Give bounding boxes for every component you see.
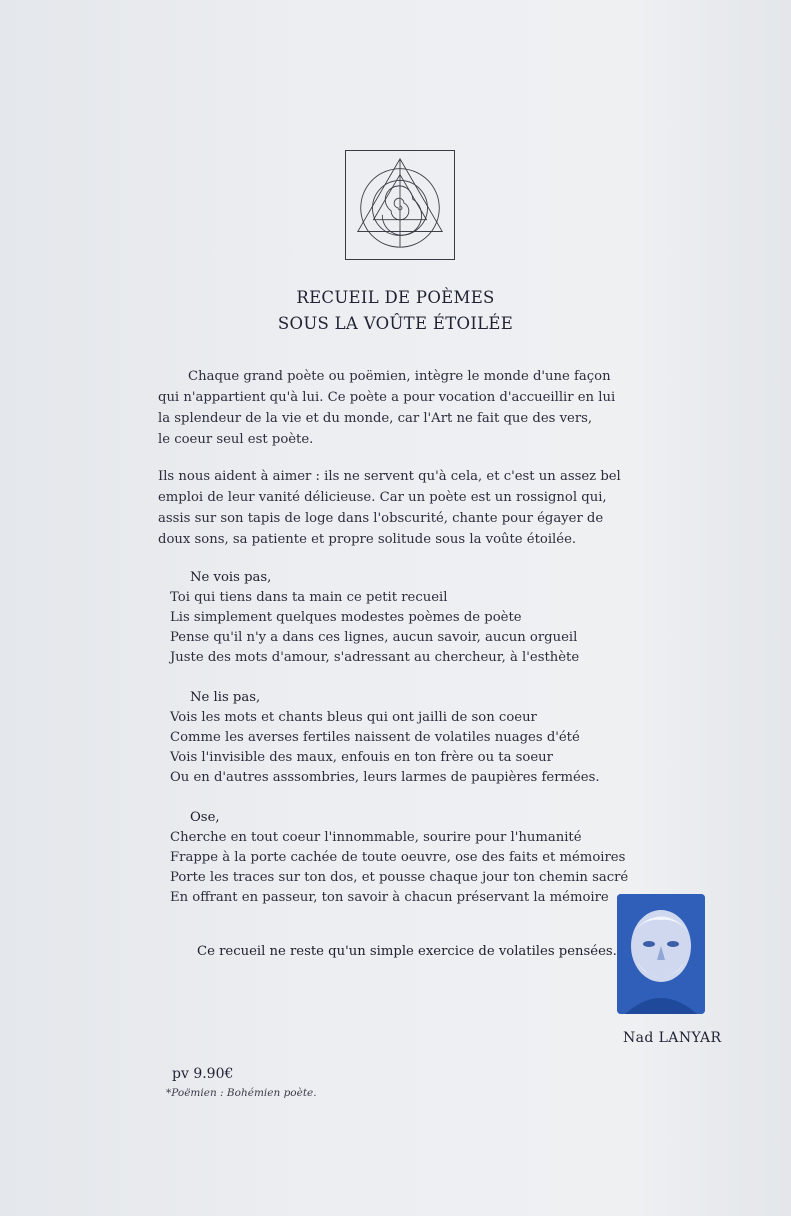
stanza-line: Lis simplement quelques modestes poèmes de poète xyxy=(170,610,522,625)
stanza-line: Ou en d'autres asssombries, leurs larmes de paupières fermées. xyxy=(170,770,600,785)
intro-line: Chaque grand poète ou poëmien, intègre le monde d'une façon xyxy=(188,369,611,384)
intro-line: qui n'appartient qu'à lui. Ce poète a pour vocation d'accueillir en lui xyxy=(158,390,616,405)
second-line: assis sur son tapis de loge dans l'obscurité, chante pour égayer de xyxy=(158,511,604,526)
stanza-line: Frappe à la porte cachée de toute oeuvre, ose des faits et mémoires xyxy=(170,850,626,865)
closing-sentence: Ce recueil ne reste qu'un simple exercice de volatiles pensées. xyxy=(197,944,617,959)
stanza-line: Porte les traces sur ton dos, et pousse chaque jour ton chemin sacré xyxy=(170,870,629,885)
second-line: doux sons, sa patiente et propre solitude sous la voûte étoilée. xyxy=(158,532,577,547)
stanza-line: Toi qui tiens dans ta main ce petit recueil xyxy=(170,590,448,605)
stanza-line: Comme les averses fertiles naissent de volatiles nuages d'été xyxy=(170,730,580,745)
stanza-heading: Ose, xyxy=(190,810,220,825)
stanza-ne-lis-pas xyxy=(170,688,620,788)
stanza-heading: Ne vois pas, xyxy=(190,570,272,585)
intro-line: la splendeur de la vie et du monde, car l'Art ne fait que des vers, xyxy=(158,411,593,426)
stanza-line: Cherche en tout coeur l'innommable, sourire pour l'humanité xyxy=(170,830,582,845)
title-line-2: SOUS LA VOÛTE ÉTOILÉE xyxy=(277,314,514,333)
price-label: pv 9.90€ xyxy=(172,1066,234,1082)
emblem-logo-icon xyxy=(345,150,455,260)
intro-paragraph xyxy=(158,366,616,450)
stanza-line: Vois les mots et chants bleus qui ont jailli de son coeur xyxy=(170,710,537,725)
stanza-line: Pense qu'il n'y a dans ces lignes, aucun savoir, aucun orgueil xyxy=(170,630,578,645)
footnote: *Poëmien : Bohémien poète. xyxy=(166,1087,317,1099)
title-line-1: RECUEIL DE POÈMES xyxy=(296,288,495,307)
intro-line: le coeur seul est poète. xyxy=(158,432,314,447)
stanza-line: Vois l'invisible des maux, enfouis en ton frère ou ta soeur xyxy=(170,750,553,765)
second-line: Ils nous aident à aimer : ils ne servent qu'à cela, et c'est un assez bel xyxy=(158,469,621,484)
stanza-line: En offrant en passeur, ton savoir à chacun préservant la mémoire xyxy=(170,890,609,905)
stanza-line: Juste des mots d'amour, s'adressant au chercheur, à l'esthète xyxy=(170,650,580,665)
stanza-ne-vois-pas xyxy=(170,568,620,668)
stanza-heading: Ne lis pas, xyxy=(190,690,261,705)
author-portrait-icon xyxy=(617,894,705,1014)
second-paragraph xyxy=(158,466,621,550)
second-line: emploi de leur vanité délicieuse. Car un poète est un rossignol qui, xyxy=(158,490,607,505)
stanza-ose xyxy=(170,808,629,908)
author-name: Nad LANYAR xyxy=(623,1030,722,1046)
